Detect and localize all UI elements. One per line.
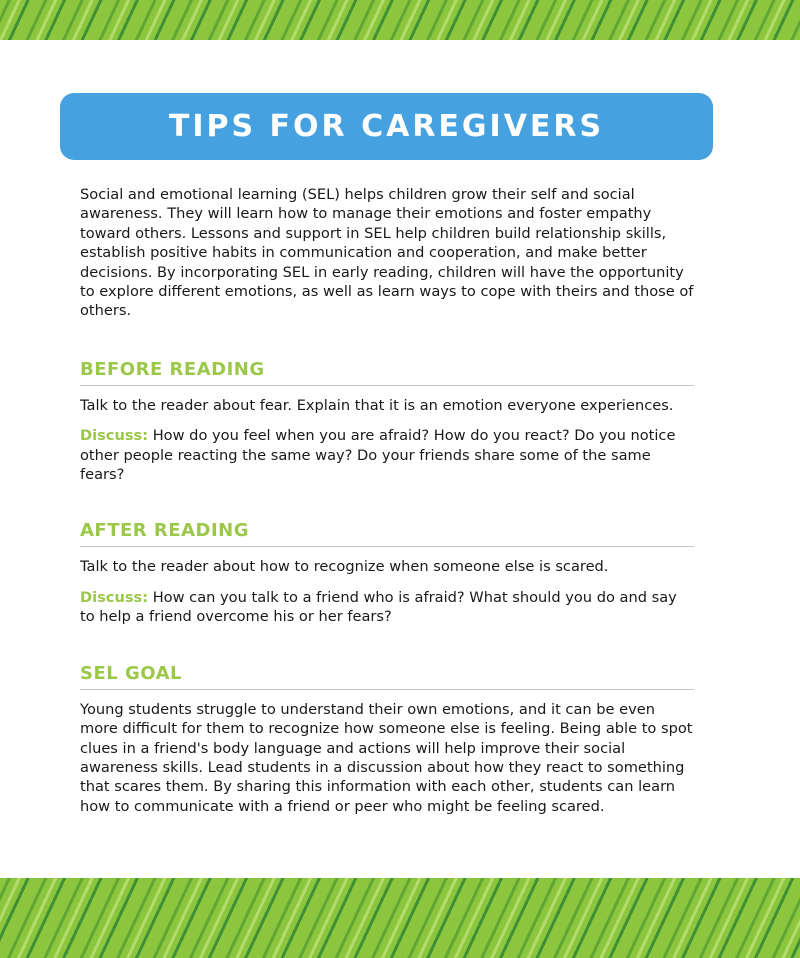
before-reading-discuss xyxy=(80,426,694,484)
bottom-decorative-stripe xyxy=(0,878,800,958)
discuss-label: Discuss: xyxy=(80,588,149,606)
after-reading-text: Talk to the reader about how to recognize when someone else is scared. xyxy=(80,558,609,576)
before-reading-text: Talk to the reader about fear. Explain that it is an emotion everyone experiences. xyxy=(80,396,674,414)
after-reading-discuss xyxy=(80,588,694,627)
sel-goal-text: Young students struggle to understand their own emotions, and it can be even more difficult for them to recognize how someone else is feeling. Being able to spot clues in a friend's body language and actions will help improve their social awareness skills. Lead students in a discussion about how they react to something that scares them. By sharing this information with each other, students can learn how to communicate with a friend or peer who might be feeling scared. xyxy=(80,700,693,815)
discuss-label: Discuss: xyxy=(80,427,149,445)
after-reading-heading: AFTER READING xyxy=(80,520,694,547)
discuss-text: How do you feel when you are afraid? How do you react? Do you notice other people reacting the same way? Do your friends share some of the same fears? xyxy=(80,427,676,484)
main-content xyxy=(80,185,694,816)
intro-paragraph: Social and emotional learning (SEL) helps children grow their self and social awareness. They will learn how to manage their emotions and foster empathy toward others. Lessons and support in SEL help children build relationship skills, establish positive habits in communication and cooperation, and make better decisions. By incorporating SEL in early reading, children will have the opportunity to explore different emotions, as well as learn ways to cope with theirs and those of others. xyxy=(80,186,694,320)
before-reading-heading: BEFORE READING xyxy=(80,359,694,386)
top-decorative-stripe xyxy=(0,0,800,40)
title-banner xyxy=(60,93,713,160)
sel-goal-heading: SEL GOAL xyxy=(80,663,694,690)
discuss-text: How can you talk to a friend who is afraid? What should you do and say to help a friend overcome his or her fears? xyxy=(80,588,677,626)
page-title: TIPS FOR CAREGIVERS xyxy=(168,109,605,144)
